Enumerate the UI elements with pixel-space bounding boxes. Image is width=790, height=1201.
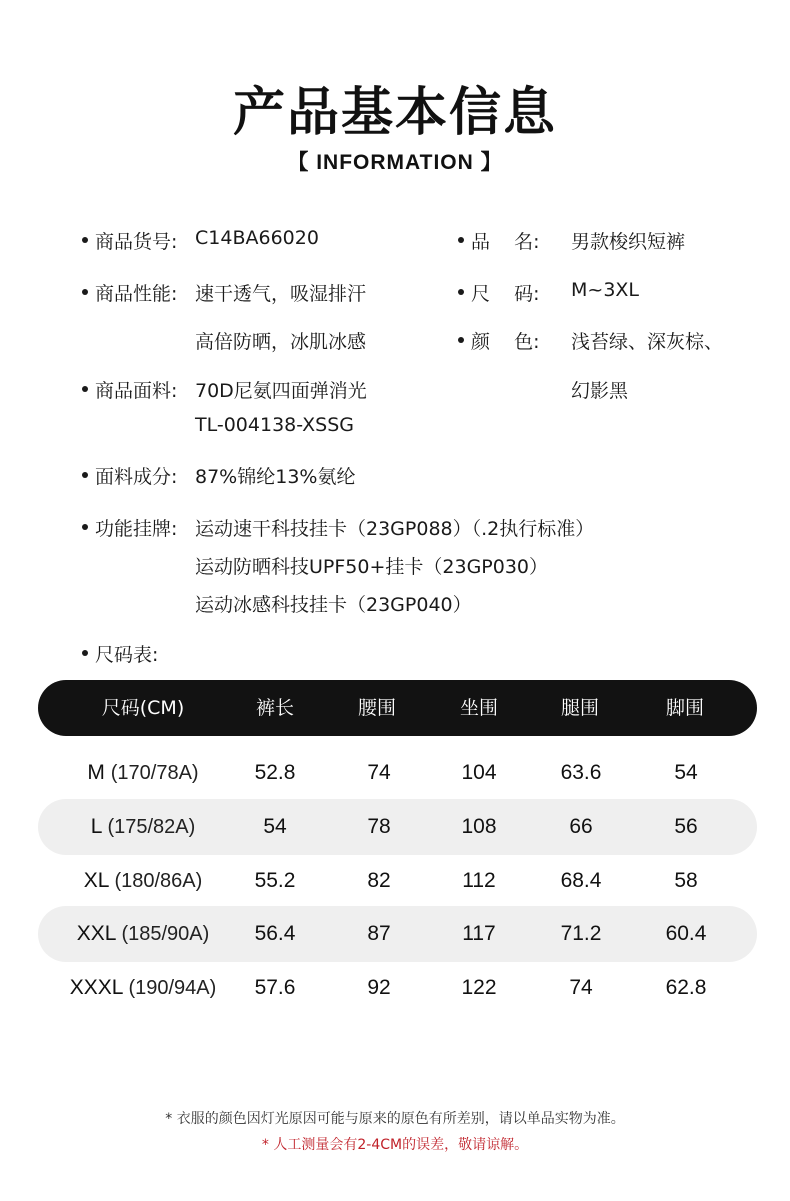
size-code: XXL	[76, 922, 116, 945]
header-waist: 腰围	[357, 697, 396, 719]
size-spec: (170/78A)	[110, 762, 199, 784]
size-spec: (185/90A)	[121, 923, 210, 945]
waist-cell: 78	[367, 815, 391, 838]
hip-cell: 117	[462, 922, 496, 945]
measurement-disclaimer: * 人工测量会有2-4CM的误差，敬请谅解。	[261, 1137, 529, 1153]
info-label-tags: 功能挂牌:	[95, 518, 178, 540]
hem-cell: 56	[674, 815, 698, 838]
hip-cell: 112	[462, 869, 496, 892]
color-disclaimer: * 衣服的颜色因灯光原因可能与原来的原色有所差别，请以单品实物为准。	[165, 1111, 625, 1127]
hem-cell: 58	[674, 869, 698, 892]
table-row	[38, 745, 757, 801]
info-label-product-name: 品 名:	[471, 231, 540, 253]
length-cell: 52.8	[254, 761, 296, 784]
bullet-icon	[82, 237, 88, 243]
length-cell: 56.4	[254, 922, 296, 945]
length-cell: 54	[263, 815, 287, 838]
info-value-performance-1: 速干透气，吸湿排汗	[195, 283, 367, 305]
page-title: 产品基本信息	[232, 83, 557, 143]
size-table-header	[38, 680, 757, 736]
thigh-cell: 68.4	[560, 869, 602, 892]
page-subtitle: 【 INFORMATION 】	[287, 151, 503, 174]
thigh-cell: 66	[569, 815, 593, 838]
info-value-fabric-2: TL-004138-XSSG	[195, 414, 355, 436]
table-row	[38, 906, 757, 962]
size-code: L	[90, 815, 102, 838]
info-value-tag-1: 运动速干科技挂卡（23GP088）（.2执行标准）	[195, 518, 595, 540]
info-label-performance: 商品性能:	[95, 283, 178, 305]
header-hem: 脚围	[665, 697, 704, 719]
info-value-tag-2: 运动防晒科技UPF50+挂卡（23GP030）	[195, 556, 549, 578]
info-label-size: 尺 码:	[471, 283, 540, 305]
bullet-icon	[82, 472, 88, 478]
info-value-product-name: 男款梭织短裤	[571, 231, 686, 253]
size-code: XL	[83, 869, 109, 892]
waist-cell: 92	[367, 976, 391, 999]
length-cell: 55.2	[254, 869, 296, 892]
waist-cell: 82	[367, 869, 391, 892]
info-value-size: M~3XL	[571, 279, 640, 301]
bullet-icon	[458, 337, 464, 343]
header-length: 裤长	[255, 697, 294, 719]
bullet-icon	[82, 289, 88, 295]
thigh-cell: 74	[569, 976, 593, 999]
bullet-icon	[82, 650, 88, 656]
info-label-color: 颜 色:	[471, 331, 540, 353]
length-cell: 57.6	[254, 976, 296, 999]
info-label-composition: 面料成分:	[95, 466, 178, 488]
size-spec: (175/82A)	[107, 816, 196, 838]
info-value-color-2: 幻影黑	[571, 380, 629, 402]
hem-cell: 60.4	[665, 922, 707, 945]
size-code: XXXL	[69, 976, 123, 999]
size-cell	[38, 745, 248, 801]
info-label-fabric: 商品面料:	[95, 380, 178, 402]
size-spec: (180/86A)	[114, 870, 203, 892]
info-value-performance-2: 高倍防晒，冰肌冰感	[195, 331, 367, 353]
hem-cell: 54	[674, 761, 698, 784]
size-code: M	[87, 761, 105, 784]
size-spec: (190/94A)	[128, 977, 217, 999]
hip-cell: 108	[461, 815, 497, 838]
info-value-composition: 87%锦纶13%氨纶	[195, 466, 356, 488]
table-row	[38, 799, 757, 855]
bullet-icon	[82, 524, 88, 530]
header-thigh: 腿围	[560, 697, 599, 719]
info-value-tag-3: 运动冰感科技挂卡（23GP040）	[195, 594, 472, 616]
bullet-icon	[458, 289, 464, 295]
hem-cell: 62.8	[665, 976, 707, 999]
info-value-color-1: 浅苔绿、深灰棕、	[571, 331, 724, 353]
bullet-icon	[82, 386, 88, 392]
waist-cell: 87	[367, 922, 391, 945]
size-cell	[38, 960, 248, 1016]
info-label-size-chart: 尺码表:	[95, 644, 159, 666]
info-value-fabric-1: 70D尼氨四面弹消光	[195, 380, 367, 402]
bullet-icon	[458, 237, 464, 243]
table-row	[38, 853, 757, 909]
size-cell	[38, 799, 248, 855]
size-cell	[38, 853, 248, 909]
thigh-cell: 63.6	[560, 761, 602, 784]
waist-cell: 74	[367, 761, 391, 784]
thigh-cell: 71.2	[560, 922, 602, 945]
table-row	[38, 960, 757, 1016]
hip-cell: 104	[461, 761, 497, 784]
info-value-item-number: C14BA66020	[195, 227, 319, 249]
header-size: 尺码(CM)	[101, 697, 185, 719]
size-cell	[38, 906, 248, 962]
hip-cell: 122	[461, 976, 497, 999]
info-label-item-number: 商品货号:	[95, 231, 178, 253]
header-hip: 坐围	[459, 697, 498, 719]
